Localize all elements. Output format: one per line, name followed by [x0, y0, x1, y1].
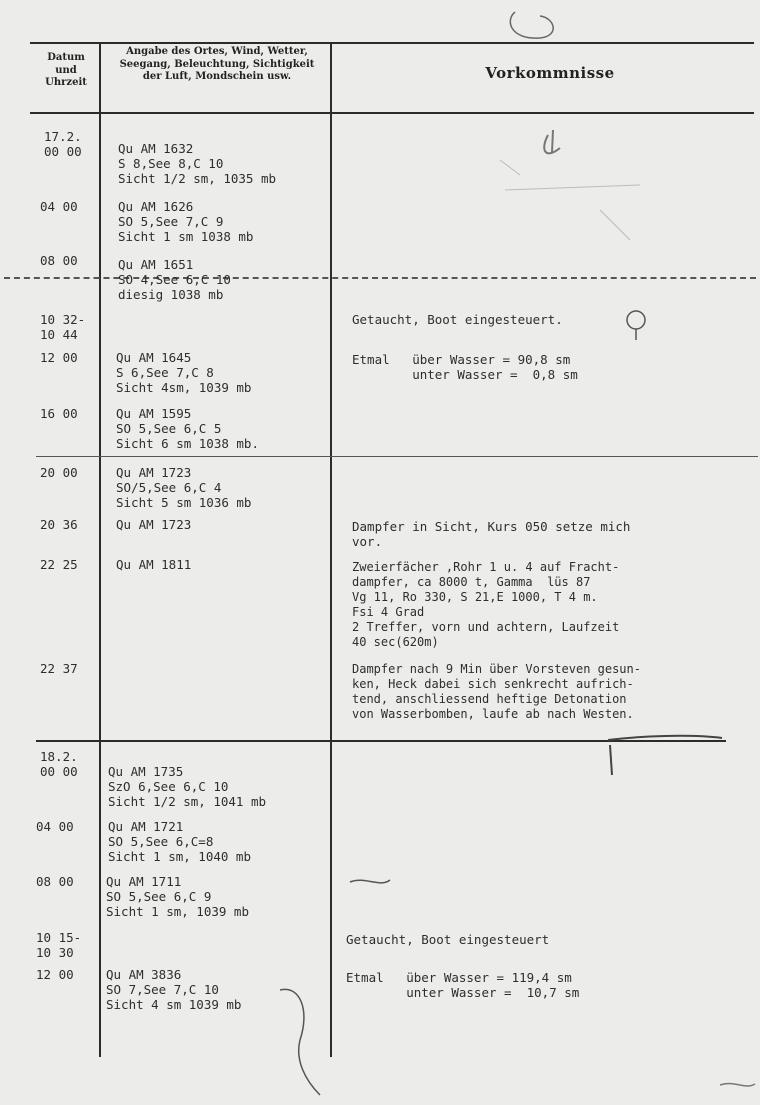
entry-time: 17.2. 00 00 — [44, 129, 82, 159]
entry-time: 12 00 — [36, 967, 74, 982]
entry-time: 04 00 — [40, 199, 78, 214]
entry-place: Qu AM 1595 SO 5,See 6,C 5 Sicht 6 sm 1038 mb. — [116, 406, 259, 451]
entry-time: 12 00 — [40, 350, 78, 365]
entry-event: Etmal über Wasser = 119,4 sm unter Wasser = 10,7 sm — [346, 970, 580, 1000]
entry-time: 16 00 — [40, 406, 78, 421]
entry-event: Dampfer in Sicht, Kurs 050 setze mich vor. — [352, 519, 631, 549]
entry-event: Etmal über Wasser = 90,8 sm unter Wasser = 0,8 sm — [352, 352, 578, 382]
header-vorkommnisse: Vorkommnisse — [485, 64, 615, 82]
entry-place: Qu AM 1723 — [116, 517, 192, 532]
entry-time: 04 00 — [36, 819, 74, 834]
entry-event: Getaucht, Boot eingesteuert — [346, 932, 550, 947]
entry-place: Qu AM 1626 SO 5,See 7,C 9 Sicht 1 sm 1038 mb — [118, 199, 254, 244]
entry-place: Qu AM 1645 S 6,See 7,C 8 Sicht 4sm, 1039 mb — [116, 350, 252, 395]
entry-time: 22 25 — [40, 557, 78, 572]
header-datum-line3: Uhrzeit — [45, 77, 87, 88]
entry-time: 22 37 — [40, 661, 78, 676]
header-datum-line1: Datum — [47, 52, 85, 63]
header-ort-line2: Seegang, Beleuchtung, Sichtigkeit — [119, 58, 315, 70]
entry-event: Getaucht, Boot eingesteuert. — [352, 312, 563, 327]
entry-place: Qu AM 1651 SO 4,See 6,C 10 diesig 1038 mb — [118, 257, 231, 302]
entry-place: Qu AM 1723 SO/5,See 6,C 4 Sicht 5 sm 1036 mb — [116, 465, 252, 510]
entry-place: Qu AM 1811 — [116, 557, 192, 572]
entry-time: 20 00 — [40, 465, 78, 480]
entry-event: Dampfer nach 9 Min über Vorsteven gesun- ken, Heck dabei sich senkrecht aufrich- tend, anschliessend heftige Detonation von Wasserbomben, laufe ab nach Westen. — [352, 662, 641, 721]
entry-time: 10 32- 10 44 — [40, 312, 86, 342]
entry-event: Zweierfächer ,Rohr 1 u. 4 auf Fracht- dampfer, ca 8000 t, Gamma lüs 87 Vg 11, Ro 330, S 21,E 1000, T 4 m. Fsi 4 Grad 2 Treffer, vorn und achtern, Laufzeit 40 sec(620m) — [352, 560, 620, 649]
entry-place: Qu AM 1711 SO 5,See 6,C 9 Sicht 1 sm, 1039 mb — [106, 874, 249, 919]
entry-place: Qu AM 1632 S 8,See 8,C 10 Sicht 1/2 sm, 1035 mb — [118, 141, 277, 186]
entry-time: 20 36 — [40, 517, 78, 532]
entry-time: 18.2. 00 00 — [40, 749, 78, 779]
entry-place: Qu AM 1721 SO 5,See 6,C=8 Sicht 1 sm, 1040 mb — [108, 819, 251, 864]
header-ort-line3: der Luft, Mondschein usw. — [142, 71, 292, 82]
header-ort-line1: Angabe des Ortes, Wind, Wetter, — [126, 46, 308, 57]
header-datum-line2: und — [55, 64, 77, 76]
entry-place: Qu AM 1735 SzO 6,See 6,C 10 Sicht 1/2 sm, 1041 mb — [108, 764, 267, 809]
entry-time: 08 00 — [40, 253, 78, 268]
entry-time: 10 15- 10 30 — [36, 930, 82, 960]
entry-place: Qu AM 3836 SO 7,See 7,C 10 Sicht 4 sm 1039 mb — [106, 967, 242, 1012]
entry-time: 08 00 — [36, 874, 74, 889]
